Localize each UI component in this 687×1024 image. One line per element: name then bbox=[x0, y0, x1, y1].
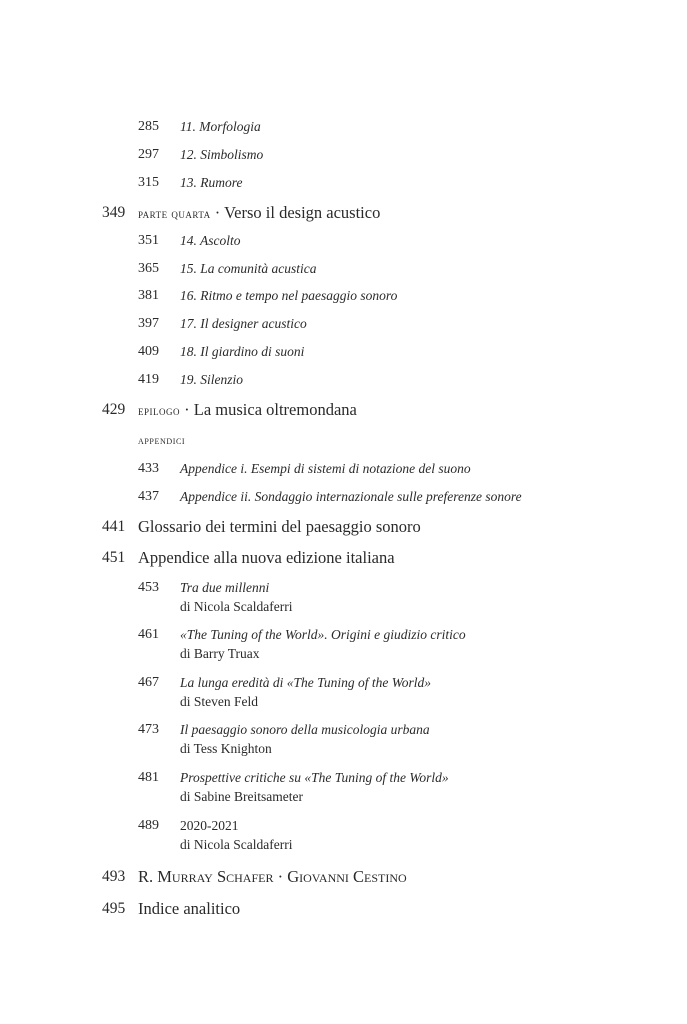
page-number: 285 bbox=[138, 119, 159, 134]
entry-title: Appendice alla nuova edizione italiana bbox=[138, 548, 395, 567]
essay-title: Il paesaggio sonoro della musicologia urbana bbox=[180, 722, 430, 737]
entry-title: 15. La comunità acustica bbox=[180, 261, 317, 276]
page-number: 315 bbox=[138, 175, 159, 190]
essay-author: di Nicola Scaldaferri bbox=[180, 599, 293, 614]
page-number: 489 bbox=[138, 818, 159, 833]
page-number: 397 bbox=[138, 316, 159, 331]
entry-title: 16. Ritmo e tempo nel paesaggio sonoro bbox=[180, 288, 398, 303]
page-number: 409 bbox=[138, 344, 159, 359]
essay-title: La lunga eredità di «The Tuning of the World» bbox=[180, 675, 432, 690]
entry-title: 17. Il designer acustico bbox=[180, 316, 307, 331]
entry-title: Appendice ii. Sondaggio internazionale sulle preferenze sonore bbox=[180, 489, 522, 504]
part-label: parte quarta bbox=[138, 206, 211, 221]
page-number: 365 bbox=[138, 261, 159, 276]
epilogue-name: La musica oltremondana bbox=[193, 400, 357, 419]
essay-title: Prospettive critiche su «The Tuning of the World» bbox=[180, 770, 449, 785]
page-number: 441 bbox=[102, 518, 126, 535]
essay-title: 2020-2021 bbox=[180, 818, 239, 833]
page-number: 429 bbox=[102, 401, 126, 418]
essay-title: «The Tuning of the World». Origini e giudizio critico bbox=[180, 627, 466, 642]
entry-title: Indice analitico bbox=[138, 899, 241, 918]
epilogue-title bbox=[138, 402, 357, 419]
page-number: 451 bbox=[102, 549, 126, 566]
entry-title: 14. Ascolto bbox=[180, 233, 241, 248]
separator: · bbox=[210, 203, 225, 222]
page-number: 437 bbox=[138, 489, 159, 504]
page-number: 467 bbox=[138, 675, 159, 690]
epilogue-label: epilogo bbox=[138, 403, 180, 418]
page-number: 461 bbox=[138, 627, 159, 642]
page-number: 495 bbox=[102, 900, 126, 917]
page-number: 381 bbox=[138, 288, 159, 303]
entry-title: 12. Simbolismo bbox=[180, 147, 264, 162]
authors-title: R. Murray Schafer · Giovanni Cestino bbox=[138, 867, 407, 886]
page-number: 419 bbox=[138, 372, 159, 387]
entry-title: Appendice i. Esempi di sistemi di notazione del suono bbox=[180, 461, 471, 476]
part-name: Verso il design acustico bbox=[224, 203, 381, 222]
separator: · bbox=[180, 400, 194, 419]
page-number: 433 bbox=[138, 461, 159, 476]
page-number: 481 bbox=[138, 770, 159, 785]
entry-title: 11. Morfologia bbox=[180, 119, 261, 134]
section-label: appendici bbox=[138, 433, 186, 447]
page-number: 351 bbox=[138, 233, 159, 248]
essay-author: di Nicola Scaldaferri bbox=[180, 837, 293, 852]
entry-title: 19. Silenzio bbox=[180, 372, 243, 387]
essay-author: di Sabine Breitsameter bbox=[180, 789, 303, 804]
entry-title: Glossario dei termini del paesaggio sonoro bbox=[138, 517, 421, 536]
entry-title: 13. Rumore bbox=[180, 175, 243, 190]
essay-author: di Tess Knighton bbox=[180, 741, 272, 756]
entry-title: 18. Il giardino di suoni bbox=[180, 344, 305, 359]
page-number: 493 bbox=[102, 868, 126, 885]
part-title bbox=[138, 205, 380, 222]
page-number: 297 bbox=[138, 147, 159, 162]
essay-title: Tra due millenni bbox=[180, 580, 270, 595]
page-number: 473 bbox=[138, 722, 159, 737]
essay-author: di Barry Truax bbox=[180, 646, 260, 661]
essay-author: di Steven Feld bbox=[180, 694, 258, 709]
page-number: 349 bbox=[102, 204, 126, 221]
page-number: 453 bbox=[138, 580, 159, 595]
